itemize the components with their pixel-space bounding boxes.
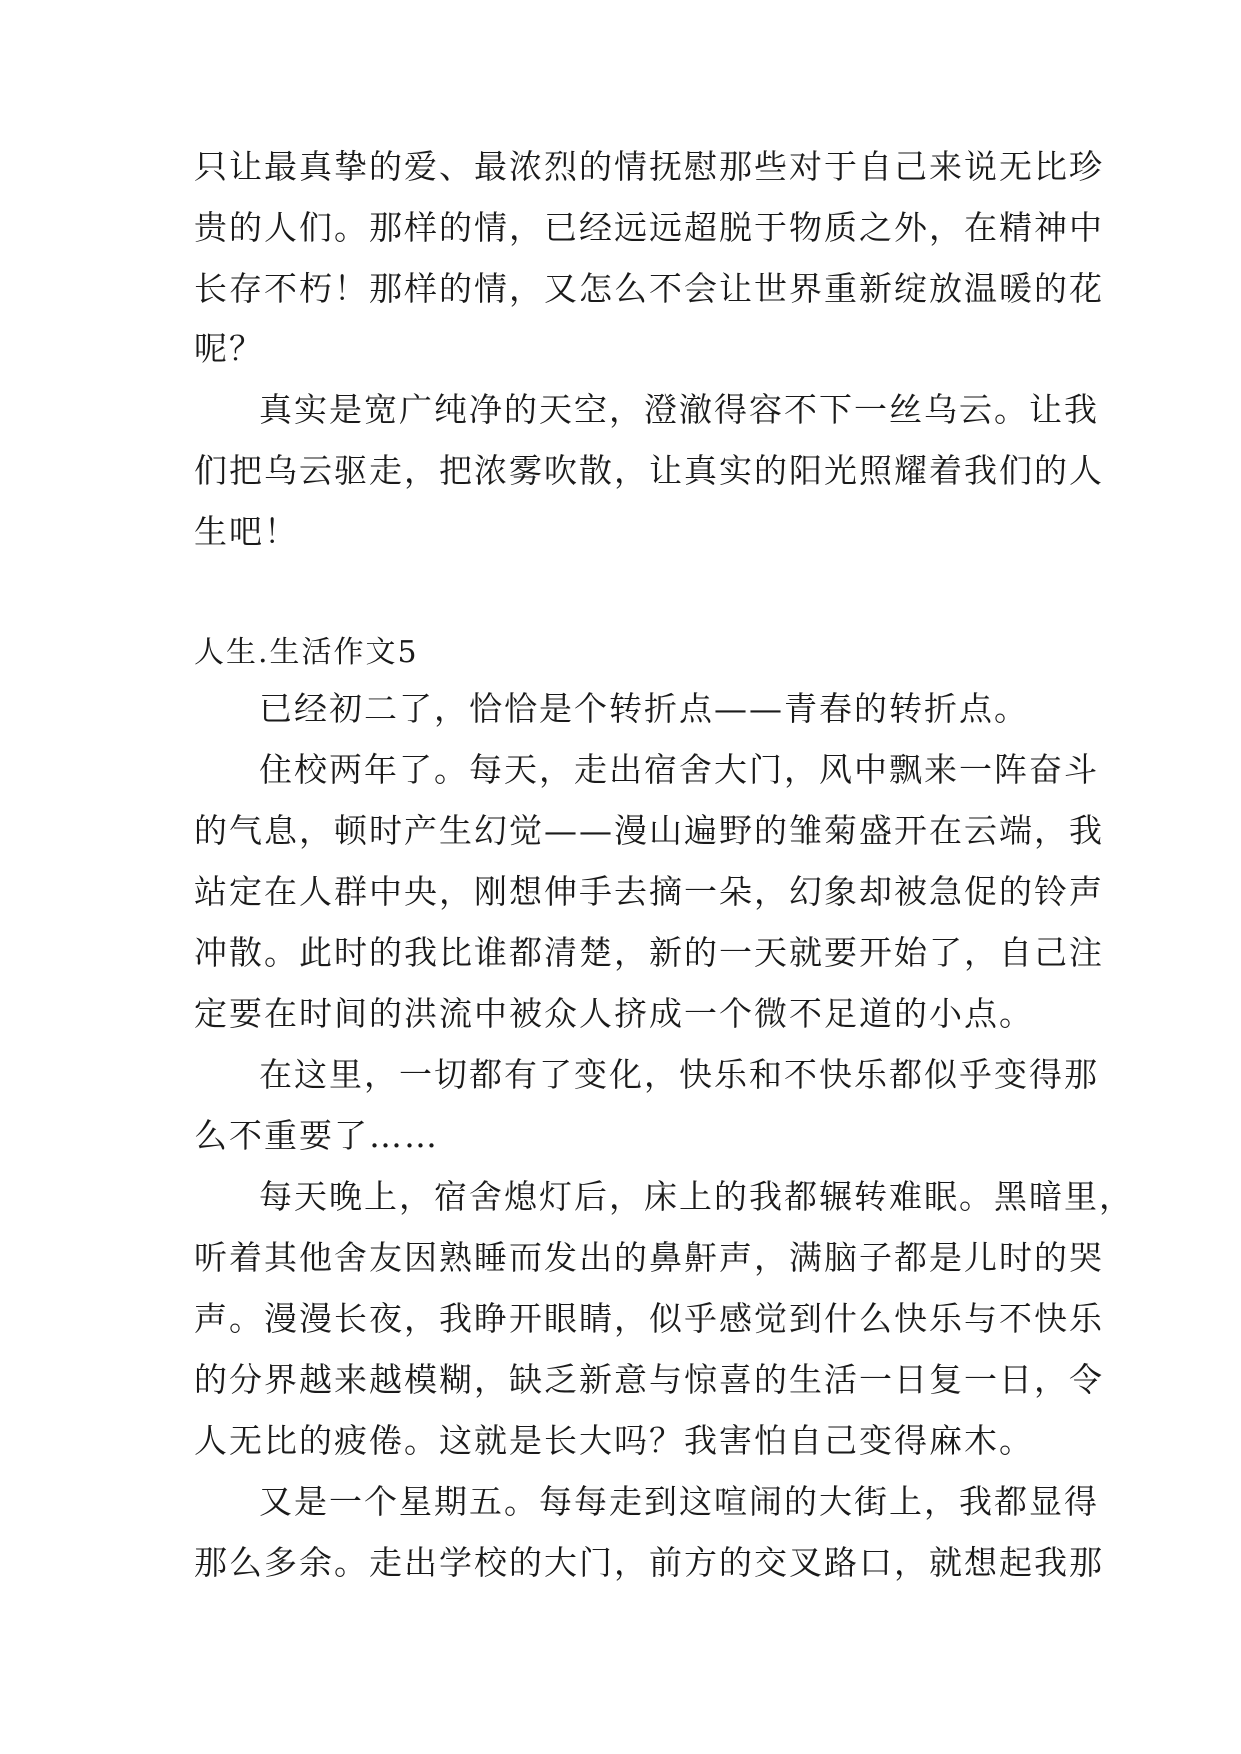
paragraph-line: 又是一个星期五。每每走到这喧闹的大街上，我都显得 xyxy=(259,1482,1099,1521)
paragraph-line: 们把乌云驱走，把浓雾吹散，让真实的阳光照耀着我们的人 xyxy=(194,451,1104,490)
paragraph-line: 生吧！ xyxy=(194,512,299,551)
paragraph-line: 声。漫漫长夜，我睁开眼睛，似乎感觉到什么快乐与不快乐 xyxy=(194,1299,1104,1338)
paragraph-line: 站定在人群中央，刚想伸手去摘一朵，幻象却被急促的铃声 xyxy=(194,872,1104,911)
paragraph-line: 呢？ xyxy=(194,329,264,368)
paragraph-line: 长存不朽！那样的情，又怎么不会让世界重新绽放温暖的花 xyxy=(194,269,1104,308)
paragraph-line: 已经初二了，恰恰是个转折点——青春的转折点。 xyxy=(259,689,1029,728)
paragraph-line: 贵的人们。那样的情，已经远远超脱于物质之外，在精神中 xyxy=(194,208,1104,247)
paragraph-line: 冲散。此时的我比谁都清楚，新的一天就要开始了，自己注 xyxy=(194,933,1104,972)
paragraph-line: 在这里，一切都有了变化，快乐和不快乐都似乎变得那 xyxy=(259,1055,1099,1094)
paragraph-line: 只让最真挚的爱、最浓烈的情抚慰那些对于自己来说无比珍 xyxy=(194,147,1104,186)
paragraph-line: 那么多余。走出学校的大门，前方的交叉路口，就想起我那 xyxy=(194,1543,1104,1582)
paragraph-line: 真实是宽广纯净的天空，澄澈得容不下一丝乌云。让我 xyxy=(259,390,1099,429)
paragraph-line: 么不重要了…… xyxy=(194,1116,439,1155)
paragraph-line: 听着其他舍友因熟睡而发出的鼻鼾声，满脑子都是儿时的哭 xyxy=(194,1238,1104,1277)
paragraph-line: 每天晚上，宿舍熄灯后，床上的我都辗转难眠。黑暗里， xyxy=(259,1177,1134,1216)
section-title: 人生.生活作文5 xyxy=(194,635,419,670)
paragraph-line: 的分界越来越模糊，缺乏新意与惊喜的生活一日复一日，令 xyxy=(194,1360,1104,1399)
paragraph-line: 的气息，顿时产生幻觉——漫山遍野的雏菊盛开在云端，我 xyxy=(194,811,1104,850)
paragraph-line: 人无比的疲倦。这就是长大吗？我害怕自己变得麻木。 xyxy=(194,1421,1034,1460)
paragraph-line: 住校两年了。每天，走出宿舍大门，风中飘来一阵奋斗 xyxy=(259,750,1099,789)
paragraph-line: 定要在时间的洪流中被众人挤成一个微不足道的小点。 xyxy=(194,994,1034,1033)
